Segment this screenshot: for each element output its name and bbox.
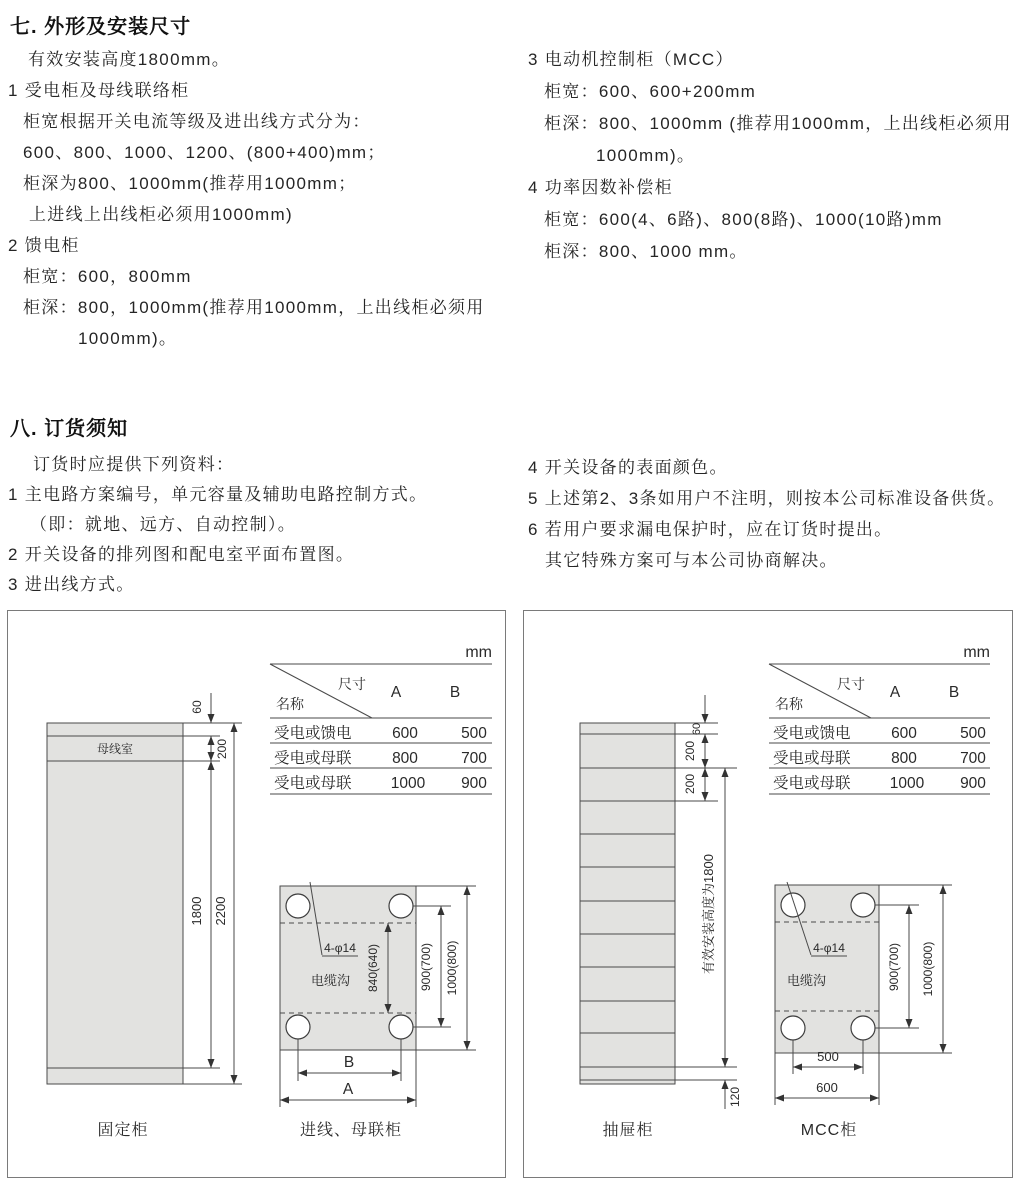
section8-left-column xyxy=(8,450,427,600)
dim-B: B xyxy=(343,1054,355,1071)
table-cell: 受电或母联 xyxy=(773,750,851,767)
dim-1800: 1800 xyxy=(189,896,204,926)
text-line: 6 若用户要求漏电保护时，应在订货时提出。 xyxy=(528,520,893,539)
table-cell: 700 xyxy=(461,750,487,767)
dim-900-700: 900(700) xyxy=(419,942,433,992)
dim-1000-800: 1000(800) xyxy=(921,941,935,997)
dim-200-a: 200 xyxy=(683,740,697,762)
diagram-left-box xyxy=(7,610,506,1178)
section7-right-column xyxy=(528,44,1012,268)
section7-left-column xyxy=(8,44,485,354)
text-line: 柜宽：600、600+200mm xyxy=(544,82,757,101)
text-line: 2 馈电柜 xyxy=(8,236,80,255)
dim-60: 60 xyxy=(691,722,703,736)
text-line: 4 开关设备的表面颜色。 xyxy=(528,458,728,477)
dim-1000-800: 1000(800) xyxy=(445,940,459,996)
unit-label: mm xyxy=(465,644,492,661)
holes-callout: 4-φ14 xyxy=(324,941,356,955)
table-cell: 900 xyxy=(461,775,487,792)
text-line: 有效安装高度1800mm。 xyxy=(28,50,231,69)
text-line: 600、800、1000、1200、(800+400)mm； xyxy=(23,143,386,162)
text-line: 1 受电柜及母线联络柜 xyxy=(8,81,190,100)
anchor-hole xyxy=(851,1016,875,1040)
table-cell: 受电或母联 xyxy=(274,775,352,792)
dim-600: 600 xyxy=(816,1080,838,1095)
text-line: 其它特殊方案可与本公司协商解决。 xyxy=(545,551,838,570)
text-line: 柜深为800、1000mm(推荐用1000mm； xyxy=(23,174,357,193)
table-col-b: B xyxy=(449,684,461,701)
diagram-right-drawing xyxy=(524,611,1012,1177)
dim-840-640: 840(640) xyxy=(366,943,380,993)
table-cell: 900 xyxy=(960,775,986,792)
table-cell: 1000 xyxy=(889,775,925,792)
text-line: 上进线上出线柜必须用1000mm) xyxy=(29,205,293,224)
table-cell: 受电或馈电 xyxy=(773,725,851,742)
diagram-right-box xyxy=(523,610,1013,1178)
busbar-room-label: 母线室 xyxy=(96,742,134,756)
mcc-cabinet-label: MCC柜 xyxy=(800,1122,858,1139)
text-line: 订货时应提供下列资料： xyxy=(33,455,235,474)
dim-120: 120 xyxy=(728,1086,742,1108)
holes-callout: 4-φ14 xyxy=(813,941,845,955)
table-cell: 受电或馈电 xyxy=(274,725,352,742)
table-cell: 700 xyxy=(960,750,986,767)
text-line: 3 电动机控制柜（MCC） xyxy=(528,50,734,69)
incoming-coupler-label: 进线、母联柜 xyxy=(299,1122,403,1139)
text-line: 2 开关设备的排列图和配电室平面布置图。 xyxy=(8,545,355,564)
text-line: 柜宽根据开关电流等级及进出线方式分为： xyxy=(23,112,371,131)
table-cell: 1000 xyxy=(390,775,426,792)
anchor-hole xyxy=(286,1015,310,1039)
table-corner-dim: 尺寸 xyxy=(338,676,366,692)
section8-heading: 八. 订货须知 xyxy=(10,418,129,440)
anchor-hole xyxy=(851,893,875,917)
anchor-hole xyxy=(389,1015,413,1039)
table-cell: 600 xyxy=(891,725,917,742)
dim-200-b: 200 xyxy=(683,773,697,795)
table-cell: 800 xyxy=(392,750,418,767)
anchor-hole xyxy=(781,1016,805,1040)
text-line: 柜深：800、1000mm (推荐用1000mm，上出线柜必须用 xyxy=(544,114,1012,133)
anchor-hole xyxy=(781,893,805,917)
text-line: 1 主电路方案编号，单元容量及辅助电路控制方式。 xyxy=(8,485,428,504)
table-corner-dim: 尺寸 xyxy=(837,676,865,692)
fixed-cabinet-drawing xyxy=(47,693,242,1139)
table-col-a: A xyxy=(390,684,402,701)
table-col-a: A xyxy=(889,684,901,701)
fixed-cabinet-label: 固定柜 xyxy=(97,1122,149,1139)
cable-trench-label: 电缆沟 xyxy=(787,973,827,988)
anchor-hole xyxy=(286,894,310,918)
dimension-table xyxy=(270,644,492,794)
dimension-table xyxy=(769,644,990,794)
drawer-cabinet-label: 抽屉柜 xyxy=(602,1122,654,1139)
diagram-left-drawing xyxy=(8,611,505,1177)
unit-label: mm xyxy=(963,644,990,661)
table-cell: 800 xyxy=(891,750,917,767)
dim-2200: 2200 xyxy=(213,896,228,926)
cabinet-body xyxy=(580,723,675,1084)
table-corner-name: 名称 xyxy=(775,696,803,712)
dim-500: 500 xyxy=(817,1049,839,1064)
text-line: 柜宽：600(4、6路)、800(8路)、1000(10路)mm xyxy=(544,210,943,229)
anchor-hole xyxy=(389,894,413,918)
text-line: 柜深：800、1000 mm。 xyxy=(544,242,748,261)
dim-200: 200 xyxy=(215,738,229,760)
dim-900-700: 900(700) xyxy=(887,942,901,992)
table-cell: 500 xyxy=(960,725,986,742)
text-line: 3 进出线方式。 xyxy=(8,575,135,594)
text-line: 1000mm)。 xyxy=(596,146,696,165)
cable-trench-label: 电缆沟 xyxy=(311,973,351,988)
table-cell: 受电或母联 xyxy=(274,750,352,767)
text-line: 柜深：800，1000mm(推荐用1000mm，上出线柜必须用 xyxy=(23,298,485,317)
drawer-cabinet-drawing xyxy=(580,695,742,1139)
table-cell: 500 xyxy=(461,725,487,742)
dim-60: 60 xyxy=(190,700,204,714)
dim-effective-height: 有效安装高度为1800 xyxy=(701,854,716,974)
text-line: （即：就地、远方、自动控制）。 xyxy=(30,515,296,534)
section7-heading: 七. 外形及安装尺寸 xyxy=(10,16,192,38)
text-line: 1000mm)。 xyxy=(78,329,178,348)
text-line: 4 功率因数补偿柜 xyxy=(528,178,673,197)
table-corner-name: 名称 xyxy=(276,696,304,712)
text-line: 柜宽：600，800mm xyxy=(23,267,192,286)
cabinet-body xyxy=(47,723,183,1084)
foundation-plan-mcc xyxy=(775,882,952,1139)
foundation-plan-incoming xyxy=(280,882,476,1139)
text-line: 5 上述第2、3条如用户不注明，则按本公司标准设备供货。 xyxy=(528,489,1006,508)
table-cell: 600 xyxy=(392,725,418,742)
table-col-b: B xyxy=(948,684,960,701)
table-cell: 受电或母联 xyxy=(773,775,851,792)
section8-right-column xyxy=(528,452,1006,576)
dim-A: A xyxy=(342,1081,354,1098)
